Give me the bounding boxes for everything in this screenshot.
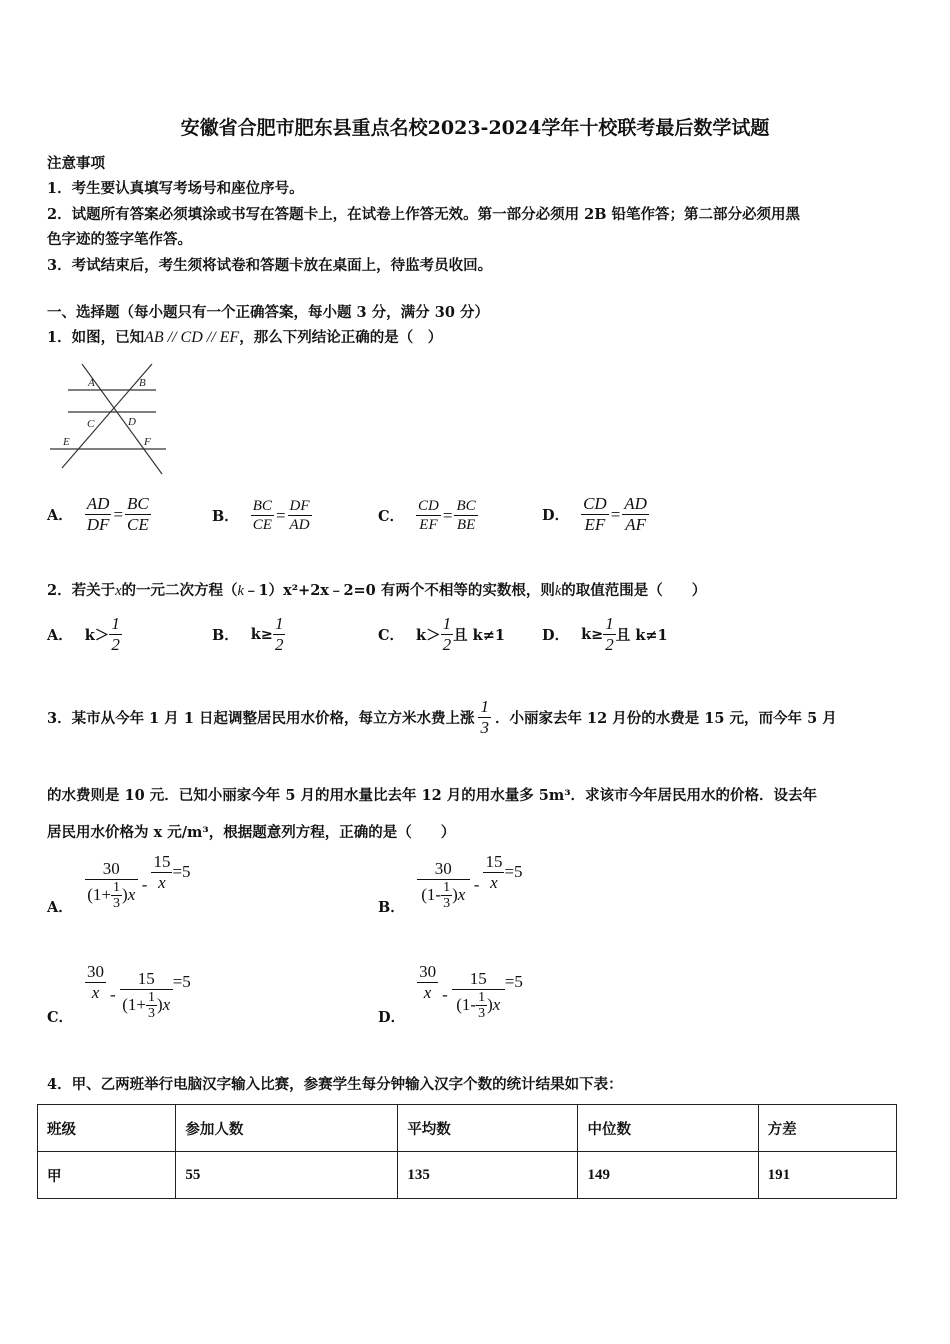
- q1-option-a[interactable]: A． $\frac{AD}{DF}$ = $\frac{BC}{CE}$: [47, 494, 149, 534]
- table-header-cell: 班级: [38, 1105, 176, 1152]
- label-a: A: [88, 377, 95, 389]
- table-cell: 191: [758, 1152, 896, 1199]
- question-3-line-3: 居民用水价格为 x 元/m³，根据题意列方程，正确的是（ ）: [47, 824, 456, 841]
- q2-option-b[interactable]: B． k≥ $\frac{1}{2}$: [212, 614, 284, 654]
- table-header-cell: 中位数: [578, 1105, 758, 1152]
- parallel-lines-figure: [44, 360, 166, 478]
- q3-option-d[interactable]: D． $\frac{30}{x}$ - 15 (1 - $\frac{1}{3}$ ) x =5: [378, 962, 523, 1026]
- table-cell: 149: [578, 1152, 758, 1199]
- question-1-stem: 1．如图，已知AB // CD // EF，那么下列结论正确的是（ ）: [47, 329, 443, 346]
- table-header-cell: 参加人数: [176, 1105, 398, 1152]
- table-header-row: [38, 1105, 897, 1152]
- notice-heading: 注意事项: [47, 155, 105, 172]
- q1-option-d[interactable]: D． $\frac{CD}{EF}$ = $\frac{AD}{AF}$: [542, 494, 647, 534]
- q2-option-c[interactable]: C． k＞ $\frac{1}{2}$ 且 k≠1: [378, 614, 505, 654]
- question-3-line-2: 的水费则是 10 元．已知小丽家今年 5 月的用水量比去年 12 月的用水量多 5m³．求该市今年居民用水的价格．设去年: [47, 787, 818, 804]
- q3-option-c[interactable]: C． $\frac{30}{x}$ - 15 (1 + $\frac{1}{3}$ ) x =5: [47, 962, 191, 1026]
- table-row: [38, 1152, 897, 1199]
- q3-option-b[interactable]: B． 30 (1 - $\frac{1}{3}$ ) x - $\frac{15}{x}$ =5: [378, 852, 523, 916]
- question-3-line-1: 3．某市从今年 1 月 1 日起调整居民用水价格，每立方米水费上涨 $\frac{1}{3}$ ．小丽家去年 12 月份的水费是 15 元，而今年 5 月: [47, 697, 837, 737]
- label-e: E: [63, 436, 70, 448]
- stats-table: [37, 1104, 897, 1199]
- table-cell: 55: [176, 1152, 398, 1199]
- q2-option-a[interactable]: A． k＞ $\frac{1}{2}$: [47, 614, 120, 654]
- question-4-stem: 4．甲、乙两班举行电脑汉字输入比赛，参赛学生每分钟输入汉字个数的统计结果如下表：: [47, 1076, 623, 1093]
- q1-option-c[interactable]: C． $\frac{CD}{EF}$ = $\frac{BC}{BE}$: [378, 498, 476, 533]
- q2-option-d[interactable]: D． k≥ $\frac{1}{2}$ 且 k≠1: [542, 614, 668, 654]
- label-c: C: [87, 418, 95, 430]
- q1-option-b[interactable]: B． $\frac{BC}{CE}$ = $\frac{DF}{AD}$: [212, 498, 310, 533]
- notice-item: 3．考试结束后，考生须将试卷和答题卡放在桌面上，待监考员收回。: [47, 257, 493, 274]
- notice-item: 色字迹的签字笔作答。: [47, 231, 192, 248]
- table-cell: 135: [398, 1152, 578, 1199]
- label-f: F: [144, 436, 151, 448]
- table-header-cell: 平均数: [398, 1105, 578, 1152]
- notice-item: 1．考生要认真填写考场号和座位序号。: [47, 180, 304, 197]
- label-b: B: [139, 377, 146, 389]
- q3-option-a[interactable]: A． 30 (1 + $\frac{1}{3}$ ) x - $\frac{15}{x}$ =5: [47, 852, 191, 916]
- question-2-stem: 2．若关于x的一元二次方程（k﹣1）x²+2x﹣2=0 有两个不相等的实数根，则k的取值范围是（ ）: [47, 582, 707, 599]
- table-header-cell: 方差: [758, 1105, 896, 1152]
- notice-item: 2．试题所有答案必须填涂或书写在答题卡上，在试卷上作答无效。第一部分必须用 2B 铅笔作答；第二部分必须用黑: [47, 206, 801, 223]
- page-title: 安徽省合肥市肥东县重点名校2023-2024学年十校联考最后数学试题: [180, 117, 770, 139]
- label-d: D: [128, 416, 136, 428]
- table-cell: 甲: [38, 1152, 176, 1199]
- section-heading: 一、选择题（每小题只有一个正确答案，每小题 3 分，满分 30 分）: [47, 304, 489, 321]
